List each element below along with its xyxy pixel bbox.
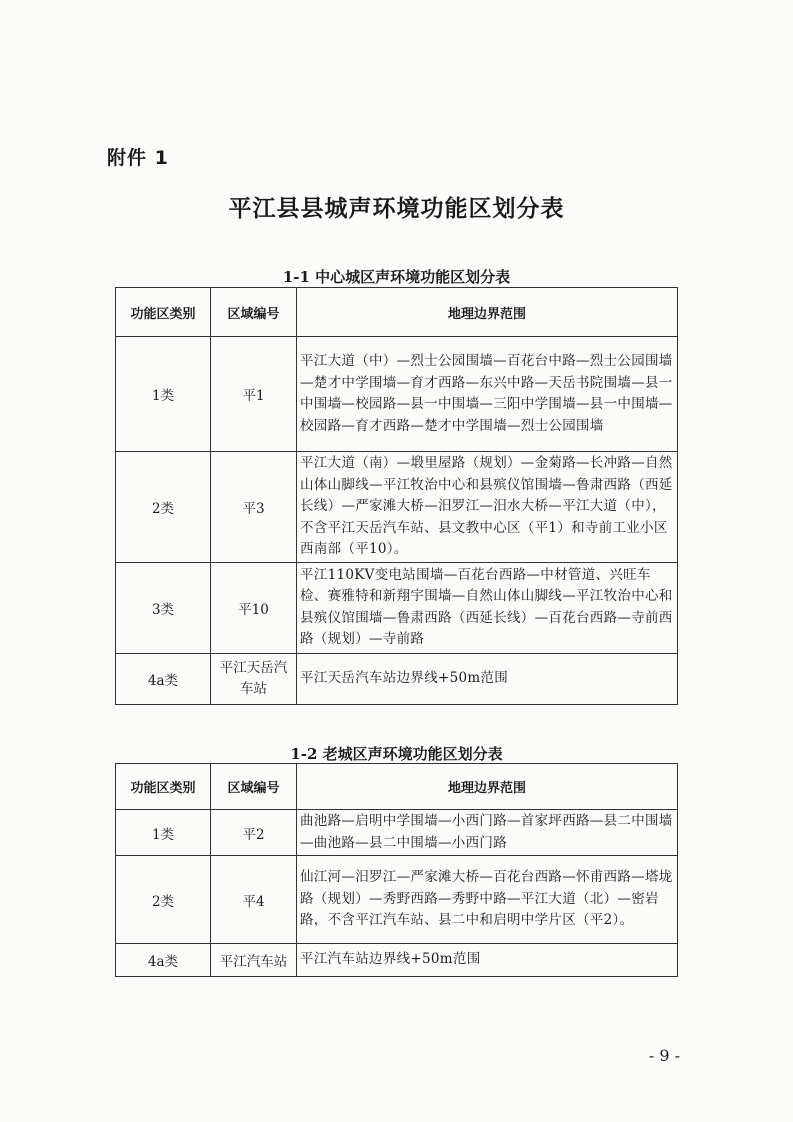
cell-boundary: 平江天岳汽车站边界线+50m范围 — [297, 653, 678, 704]
table-row — [116, 810, 678, 856]
cell-category: 2类 — [116, 452, 211, 563]
header-category: 功能区类别 — [116, 288, 211, 337]
cell-code: 平江天岳汽车站 — [211, 653, 297, 704]
header-boundary: 地理边界范围 — [297, 764, 678, 810]
table2-caption: 1-2 老城区声环境功能区划分表 — [290, 745, 503, 763]
cell-boundary: 仙江河—汨罗江—严家滩大桥—百花台西路—怀甫西路—塔垅路（规划）—秀野西路—秀野中路—平江大道（北）—密岩路，不含平江汽车站、县二中和启明中学片区（平2）。 — [297, 856, 678, 944]
header-code: 区域编号 — [211, 764, 297, 810]
table-row — [116, 337, 678, 452]
cell-boundary: 平江110KV变电站围墙—百花台西路—中材管道、兴旺车检、赛雅特和新翔宇围墙—自然山体山脚线—平江牧治中心和县殡仪馆围墙—鲁肃西路（西延长线）—百花台西路—寺前西路（规划）—寺前路 — [297, 562, 678, 653]
cell-category: 1类 — [116, 337, 211, 452]
cell-boundary: 曲池路—启明中学围墙—小西门路—首家坪西路—县二中围墙—曲池路—县二中围墙—小西门路 — [297, 810, 678, 856]
cell-code: 平2 — [211, 810, 297, 856]
table-header-row — [116, 288, 678, 337]
cell-boundary: 平江汽车站边界线+50m范围 — [297, 944, 678, 977]
table-row — [116, 944, 678, 977]
table-row — [116, 856, 678, 944]
header-boundary: 地理边界范围 — [297, 288, 678, 337]
cell-boundary: 平江大道（中）—烈士公园围墙—百花台中路—烈士公园围墙—楚才中学围墙—育才西路—东兴中路—天岳书院围墙—县一中围墙—校园路—县一中围墙—三阳中学围墙—县一中围墙—校园路—育才西路—楚才中学围墙—烈士公园围墙 — [297, 337, 678, 452]
cell-code: 平3 — [211, 452, 297, 563]
table-row — [116, 653, 678, 704]
cell-category: 3类 — [116, 562, 211, 653]
cell-code: 平江汽车站 — [211, 944, 297, 977]
table-row — [116, 562, 678, 653]
attachment-label: 附件 1 — [107, 147, 169, 169]
cell-code: 平4 — [211, 856, 297, 944]
header-category: 功能区类别 — [116, 764, 211, 810]
cell-category: 4a类 — [116, 653, 211, 704]
cell-boundary: 平江大道（南）—塅里屋路（规划）—金菊路—长冲路—自然山体山脚线—平江牧治中心和县殡仪馆围墙—鲁肃西路（西延长线）—严家滩大桥—汨罗江—汨水大桥—平江大道（中），不含平江天岳汽车站、县文教中心区（平1）和寺前工业小区西南部（平10）。 — [297, 452, 678, 563]
cell-category: 2类 — [116, 856, 211, 944]
cell-code: 平10 — [211, 562, 297, 653]
header-code: 区域编号 — [211, 288, 297, 337]
page-number: - 9 - — [648, 1046, 680, 1065]
table1-caption: 1-1 中心城区声环境功能区划分表 — [282, 268, 511, 286]
table1 — [115, 287, 678, 705]
cell-code: 平1 — [211, 337, 297, 452]
table2 — [115, 763, 678, 977]
cell-category: 1类 — [116, 810, 211, 856]
page-title: 平江县县城声环境功能区划分表 — [228, 196, 565, 222]
table-row — [116, 452, 678, 563]
cell-category: 4a类 — [116, 944, 211, 977]
table-header-row — [116, 764, 678, 810]
